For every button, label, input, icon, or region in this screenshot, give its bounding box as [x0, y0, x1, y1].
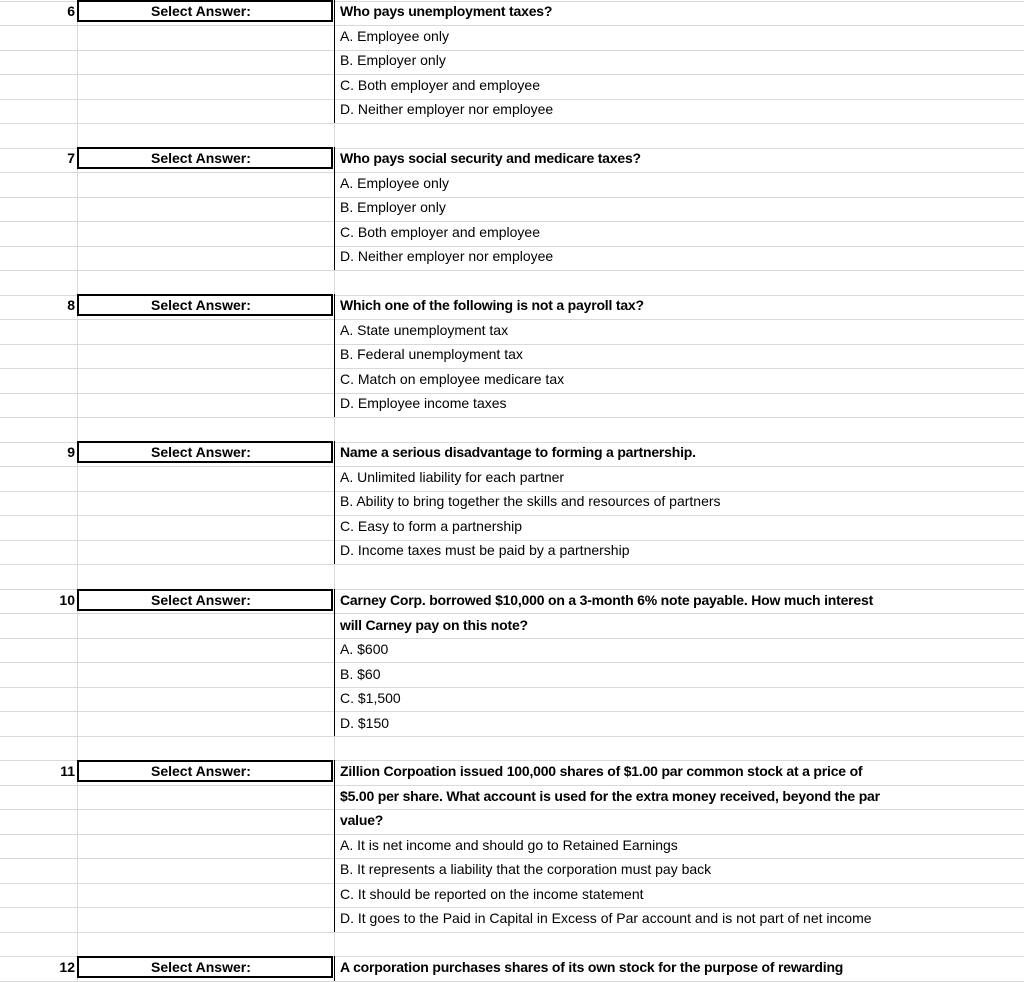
gridline-row	[0, 638, 1024, 639]
question-left-border	[334, 294, 335, 417]
select-answer-dropdown[interactable]: Select Answer:	[77, 0, 333, 22]
gridline-row	[0, 25, 1024, 26]
gridline-row	[0, 932, 1024, 933]
answer-option: B. $60	[340, 665, 381, 682]
answer-option: A. Employee only	[340, 174, 449, 191]
question-text: A corporation purchases shares of its own stock for the purpose of rewarding	[340, 959, 844, 975]
answer-option: A. Unlimited liability for each partner	[340, 468, 565, 485]
select-answer-dropdown[interactable]: Select Answer:	[77, 147, 333, 169]
question-left-border	[334, 589, 335, 736]
gridline-row	[0, 50, 1024, 51]
question-text: $5.00 per share. What account is used for the extra money received, beyond the par	[340, 787, 880, 804]
question-text: Carney Corp. borrowed $10,000 on a 3-month 6% note payable. How much interest	[340, 592, 874, 608]
select-answer-dropdown[interactable]: Select Answer:	[77, 956, 333, 978]
gridline-row	[0, 564, 1024, 565]
answer-option: B. Employer only	[340, 52, 446, 68]
question-number: 7	[67, 150, 75, 166]
question-number: 9	[67, 444, 75, 460]
gridline-row	[0, 687, 1024, 688]
question-left-border	[334, 760, 335, 932]
answer-option: A. Employee only	[340, 27, 449, 44]
question-left-border	[334, 441, 335, 564]
select-answer-dropdown[interactable]: Select Answer:	[77, 294, 333, 316]
question-number: 8	[67, 297, 75, 313]
answer-option: C. $1,500	[340, 690, 401, 706]
answer-option: B. Ability to bring together the skills and resources of partners	[340, 493, 721, 509]
question-left-border	[334, 956, 335, 981]
answer-option: C. It should be reported on the income statement	[340, 885, 644, 902]
question-text: Who pays social security and medicare taxes?	[340, 150, 641, 166]
gridline-row	[0, 393, 1024, 394]
gridline-row	[0, 662, 1024, 663]
answer-option: D. It goes to the Paid in Capital in Excess of Par account and is not part of net income	[340, 910, 872, 926]
answer-option: C. Both employer and employee	[340, 76, 540, 93]
question-left-border	[334, 147, 335, 270]
answer-option: D. Neither employer nor employee	[340, 248, 554, 264]
answer-option: A. It is net income and should go to Retained Earnings	[340, 836, 678, 853]
question-number: 11	[60, 763, 75, 779]
gridline-row	[0, 172, 1024, 173]
answer-option: D. $150	[340, 714, 390, 731]
answer-option: C. Both employer and employee	[340, 223, 540, 240]
answer-option: C. Match on employee medicare tax	[340, 370, 565, 387]
select-answer-dropdown[interactable]: Select Answer:	[77, 589, 333, 611]
gridline-row	[0, 417, 1024, 418]
gridline-row	[0, 711, 1024, 712]
question-text: Which one of the following is not a payroll tax?	[340, 297, 644, 313]
select-answer-dropdown[interactable]: Select Answer:	[77, 441, 333, 463]
gridline-row	[0, 736, 1024, 737]
answer-option: D. Income taxes must be paid by a partnership	[340, 542, 630, 558]
gridline-row	[0, 319, 1024, 320]
answer-option: B. Federal unemployment tax	[340, 346, 523, 362]
question-text: Who pays unemployment taxes?	[340, 3, 553, 19]
question-text: value?	[340, 812, 384, 828]
answer-option: B. It represents a liability that the corporation must pay back	[340, 861, 712, 877]
question-left-border	[334, 0, 335, 123]
answer-option: B. Employer only	[340, 199, 446, 215]
answer-option: C. Easy to form a partnership	[340, 517, 523, 534]
question-number: 10	[59, 592, 75, 608]
answer-option: D. Employee income taxes	[340, 395, 507, 411]
question-text: Zillion Corpoation issued 100,000 shares of $1.00 par common stock at a price of	[340, 763, 863, 779]
gridline-row	[0, 197, 1024, 198]
question-text: will Carney pay on this note?	[340, 616, 528, 633]
question-number: 12	[59, 959, 75, 975]
answer-option: D. Neither employer nor employee	[340, 101, 554, 117]
answer-option: A. $600	[340, 641, 389, 657]
question-text: Name a serious disadvantage to forming a partnership.	[340, 444, 696, 460]
answer-option: A. State unemployment tax	[340, 321, 509, 338]
gridline-row	[0, 123, 1024, 124]
gridline-row	[0, 270, 1024, 271]
select-answer-dropdown[interactable]: Select Answer:	[77, 760, 333, 782]
question-number: 6	[67, 3, 75, 19]
